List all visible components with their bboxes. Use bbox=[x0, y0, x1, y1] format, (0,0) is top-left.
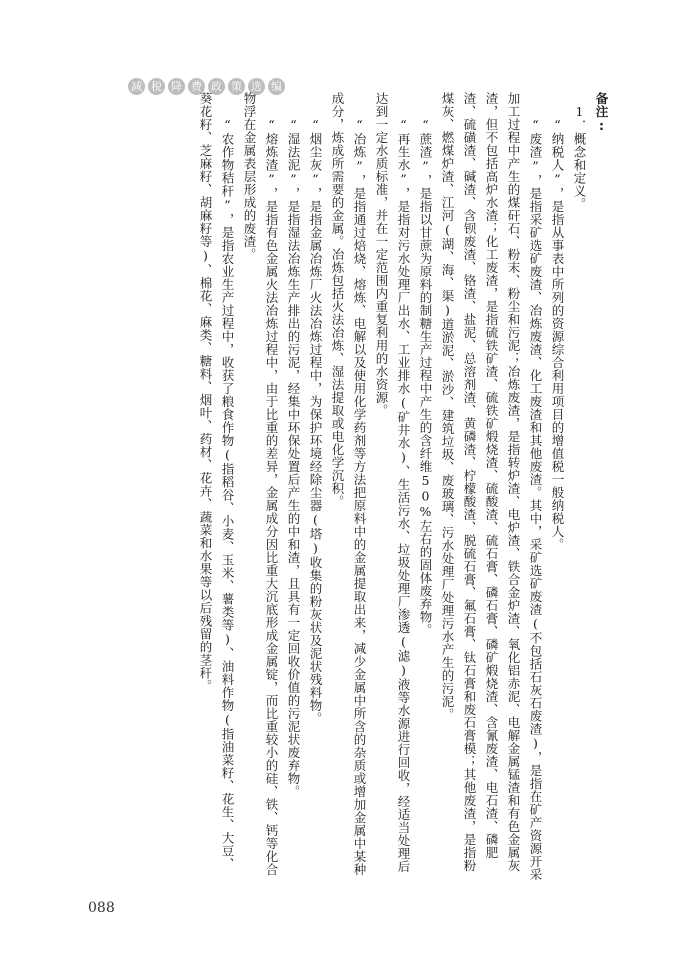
definition-item: “纳税人”，是指从事表中所列的资源综合利用项目的增值税一般纳税人。 bbox=[550, 117, 565, 551]
header-char-badge: 政 bbox=[208, 78, 225, 95]
definition-item: “蔗渣”，是指以甘蔗为原料的制糖生产过程中产生的含纤维50%左右的固体废弃物。 bbox=[418, 117, 433, 637]
definition-item: “烟尘灰”，是指金属冶炼厂火法冶炼过程中，为保护环境经除尘器(塔)收集的粉灰状及泥状残料物。 bbox=[308, 117, 323, 725]
header-char-badge: 税 bbox=[148, 78, 165, 95]
header-char-badge: 费 bbox=[188, 78, 205, 95]
header-char-badge: 减 bbox=[128, 78, 145, 95]
definition-item: “废渣”，是指采矿选矿废渣、冶炼废渣、化工废渣和其他废渣。其中，采矿选矿废渣(不包括石灰石废渣)，是指在矿产资源开采加工过程中产生的煤矸石、粉末、粉尘和污泥；冶炼废渣，是指转炉渣、电炉渣、铁合金炉渣、氧化铝赤泥、电解金属锰渣和有色金属灰渣，但不包括高炉水渣；化工废渣，是指硫铁矿渣、硫铁矿煅烧渣、硫酸渣、硫石膏、磷石膏、磷矿煅烧渣、含氰废渣、电石渣、磷肥渣、硫磺渣、碱渣、含钡废渣、铬渣、盐泥、总溶剂渣、黄磷渣、柠檬酸渣、脱硫石膏、氟石膏、钛石膏和废石膏模；其他废渣，是指粉煤灰、燃煤炉渣、江河(湖、海、渠)道淤泥、淤沙、建筑垃圾、废玻璃、污水处理厂处理污水产生的污泥。 bbox=[440, 92, 543, 881]
definition-item: “湿法泥”，是指湿法冶炼生产排出的污泥，经集中环保处置后产生的中和渣，且具有一定回收价值的污泥状废弃物。 bbox=[286, 117, 301, 798]
definition-item: “熔炼渣”，是指有色金属火法冶炼过程中，由于比重的差异，金属成分因比重大沉底形成金属锭，而比重较小的硅、铁、钙等化合物浮在金属表层形成的废渣。 bbox=[242, 92, 279, 876]
header-char-badge: 选 bbox=[248, 78, 265, 95]
note-body bbox=[92, 92, 612, 882]
header-char-badge: 降 bbox=[168, 78, 185, 95]
section-title: 1．概念和定义。 bbox=[572, 104, 587, 211]
header-char-badge: 策 bbox=[228, 78, 245, 95]
definition-item: “农作物秸秆”，是指农业生产过程中，收获了粮食作物(指稻谷、小麦、玉米、薯类等)、油料作物(指油菜籽、花生、大豆、葵花籽、芝麻籽、胡麻籽等)、棉花、麻类、糖料、烟叶、药材、花卉、蔬菜和水果等以后残留的茎秆。 bbox=[198, 92, 235, 871]
definition-item: “冶炼”，是指通过焙烧、熔炼、电解以及使用化学药剂等方法把原料中的金属提取出来，减少金属中所含的杂质或增加金属中某种成分，炼成所需要的金属。冶炼包括火法冶炼、湿法提取或电化学沉积。 bbox=[330, 92, 367, 876]
definition-item: “再生水”，是指对污水处理厂出水、工业排水(矿井水)、生活污水、垃圾处理厂渗透(滤)液等水源进行回收，经适当处理后达到一定水质标准，并在一定范围内重复利用的水资源。 bbox=[374, 92, 411, 873]
header-char-badge: 编 bbox=[268, 78, 285, 95]
note-title: 备注: bbox=[594, 92, 609, 134]
page-number: 088 bbox=[88, 900, 115, 916]
